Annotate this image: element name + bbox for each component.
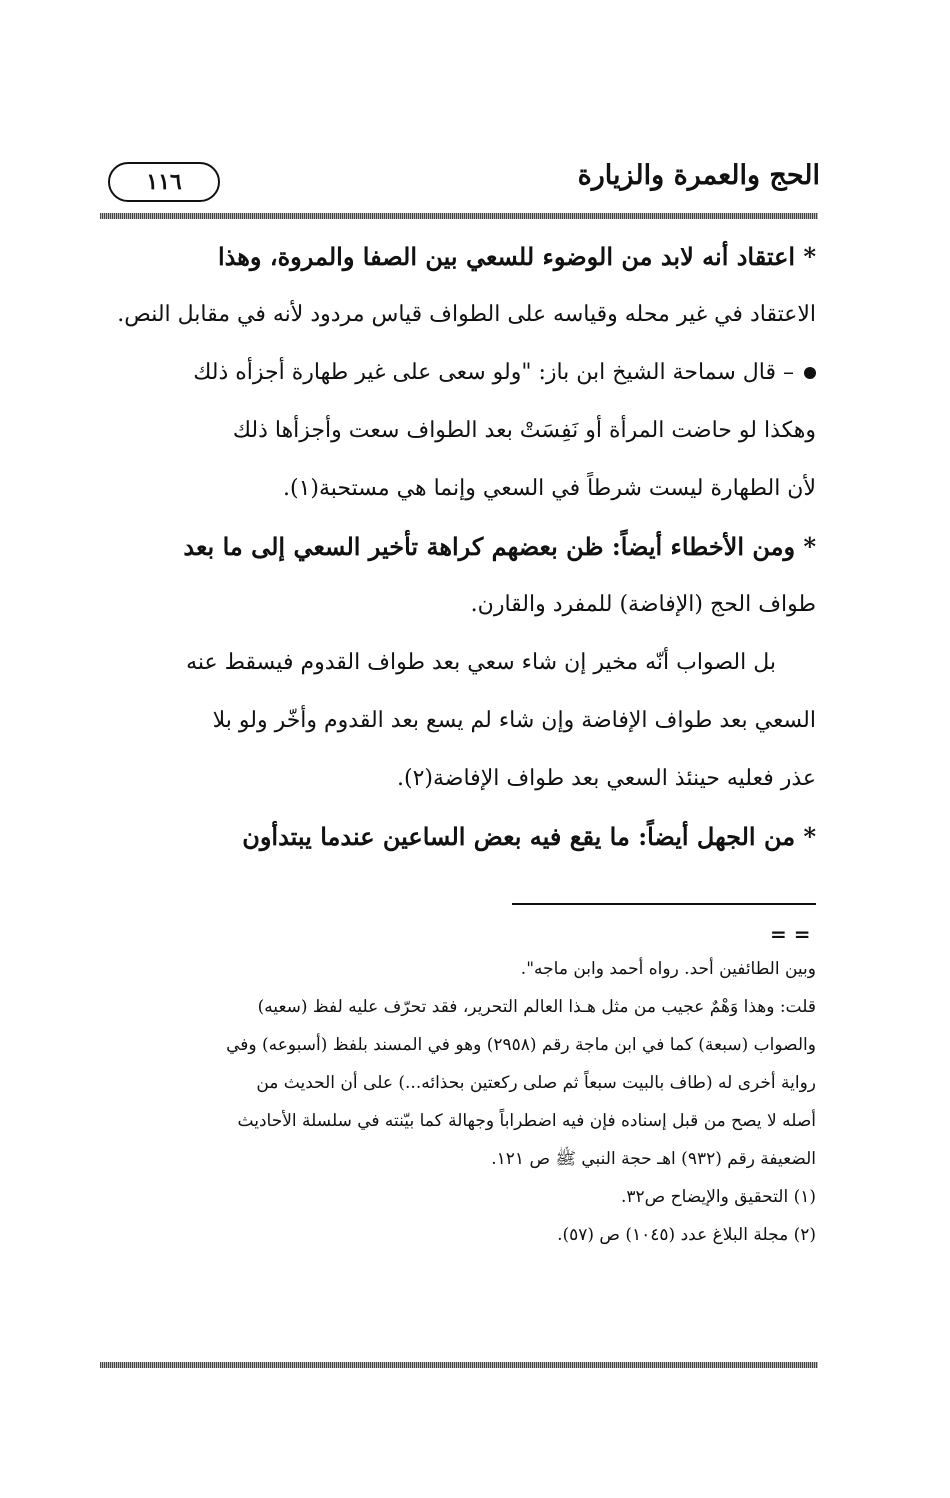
text-line: السعي بعد طواف الإفاضة وإن شاء لم يسع بعد القدوم وأخّر ولو بلا <box>212 708 816 733</box>
text-line <box>103 576 816 634</box>
footnote-line: رواية أخرى له (طاف بالبيت سبعاً ثم صلى ركعتين بحذائه...) على أن الحديث من <box>256 1073 816 1093</box>
text-line: * من الجهل أيضاً: ما يقع فيه بعض الساعين عندما يبتدأون <box>242 822 816 851</box>
footnote-line: (٢) مجلة البلاغ عدد (١٠٤٥) ص (٥٧). <box>557 1225 816 1245</box>
footnote-separator <box>512 903 816 905</box>
footnote-line: أصله لا يصح من قبل إسناده فإن فيه اضطراباً وجهالة كما بيّنته في سلسلة الأحاديث <box>237 1111 816 1131</box>
bullet-icon <box>804 367 816 379</box>
page-number: ١١٦ <box>108 162 220 202</box>
bullet-text: – قال سماحة الشيخ ابن باز: "ولو سعى على غير طهارة أجزأه ذلك <box>193 360 794 385</box>
text-line: * اعتقاد أنه لابد من الوضوء للسعي بين الصفا والمروة، وهذا <box>217 242 816 271</box>
text-line: وهكذا لو حاضت المرأة أو نَفِسَتْ بعد الطواف سعت وأجزأها ذلك <box>232 418 816 443</box>
page-header <box>100 160 820 210</box>
text-line: بل الصواب أنّه مخير إن شاء سعي بعد طواف القدوم فيسقط عنه <box>186 650 776 675</box>
header-rule <box>100 213 818 219</box>
footnote-line: والصواب (سبعة) كما في ابن ماجة رقم (٢٩٥٨) وهو في المسند بلفظ (أسبوعه) وفي <box>226 1035 816 1055</box>
continuation-mark: = = <box>770 922 811 946</box>
text-line: عذر فعليه حينئذ السعي بعد طواف الإفاضة(٢). <box>397 766 816 791</box>
footnote-line: (١) التحقيق والإيضاح ص٣٢. <box>620 1187 816 1207</box>
footnote-line: قلت: وهذا وَهْمٌ عجيب من مثل هـذا العالم التحرير، فقد تحرّف عليه لفظ (سعيه) <box>257 997 816 1017</box>
text-line: لأن الطهارة ليست شرطاً في السعي وإنما هي مستحبة(١). <box>283 476 816 501</box>
text-line: الاعتقاد في غير محله وقياسه على الطواف قياس مردود لأنه في مقابل النص. <box>117 302 816 327</box>
bold-phrase: طواف الحج (الإفاضة) للمفرد والقارن. <box>470 592 816 617</box>
page-title: الحج والعمرة والزيارة <box>577 160 820 191</box>
footnote-line: الضعيفة رقم (٩٣٢) اهـ حجة النبي ﷺ ص ١٢١. <box>491 1149 816 1169</box>
text-line <box>103 344 816 402</box>
footer-rule <box>100 1362 818 1368</box>
footnotes <box>100 950 816 1254</box>
text-line: * ومن الأخطاء أيضاً: ظن بعضهم كراهة تأخير السعي إلى ما بعد <box>183 532 816 561</box>
footnote-line: وبين الطائفين أحد. رواه أحمد وابن ماجه". <box>520 959 816 979</box>
main-text <box>103 228 816 866</box>
